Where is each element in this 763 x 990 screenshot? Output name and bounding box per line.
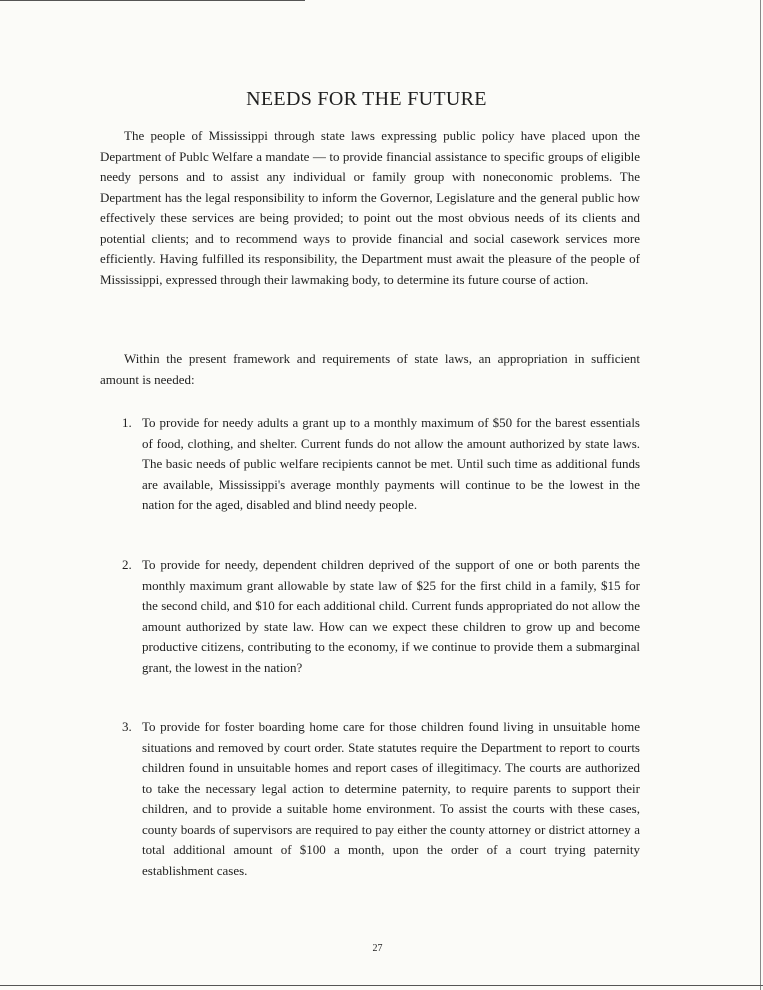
list-item-text: To provide for needy adults a grant up to a monthly maximum of $50 for the barest essentials of food, clothing, and shelter. Current funds do not allow the amount authorized by state laws. The basic needs of public welfare recipients cannot be met. Until such time as additional funds are available, Mississippi's average monthly payments will continue to be the lowest in the nation for the aged, disabled and blind needy people. (142, 415, 640, 512)
page-title: NEEDS FOR THE FUTURE (246, 88, 487, 110)
intro-paragraph: The people of Mississippi through state laws expressing public policy have placed upon the Department of Publc Welfare a mandate — to provide financial assistance to specific groups of eligible needy persons and to assist any individual or family group with noneconomic problems. The Department has the legal responsibility to inform the Governor, Legislature and the general public how effectively these services are being provided; to point out the most obvious needs of its clients and potential clients; and to recommend ways to provide financial and social casework services more efficiently. Having fulfilled its responsibility, the Department must await the pleasure of the people of Mississippi, expressed through their lawmaking body, to determine its future course of action. (100, 128, 640, 287)
list-item (122, 555, 640, 678)
list-item-number: 3. (122, 719, 132, 734)
list-item-number: 1. (122, 415, 132, 430)
list-item-text: To provide for needy, dependent children deprived of the support of one or both parents the monthly maximum grant allowable by state law of $25 for the first child in a family, $15 for the second child, and $10 for each additional child. Current funds appropriated do not allow the amount authorized by state law. How can we expect these children to grow up and become productive citizens, contributing to the economy, if we continue to provide them a submarginal grant, the lowest in the nation? (142, 557, 640, 675)
list-item-text: To provide for foster boarding home care for those children found living in unsuitable home situations and removed by court order. State statutes require the Department to report to courts children found in unsuitable homes and report cases of illegitimacy. The courts are authorized to take the necessary legal action to determine paternity, to require parents to support their children, and to provide a suitable home environment. To assist the courts with these cases, county boards of supervisors are required to pay either the county attorney or district attorney a total additional amount of $100 a month, upon the order of a court trying paternity establishment cases. (142, 719, 640, 878)
list-item (122, 717, 640, 881)
list-item (122, 413, 640, 516)
scan-edge-bottom (0, 985, 763, 986)
scan-edge-right (760, 0, 761, 990)
scan-edge-top (0, 0, 305, 1)
page-number: 27 (372, 943, 383, 954)
framework-paragraph: Within the present framework and requirements of state laws, an appropriation in sufficient amount is needed: (100, 351, 640, 387)
list-item-number: 2. (122, 557, 132, 572)
